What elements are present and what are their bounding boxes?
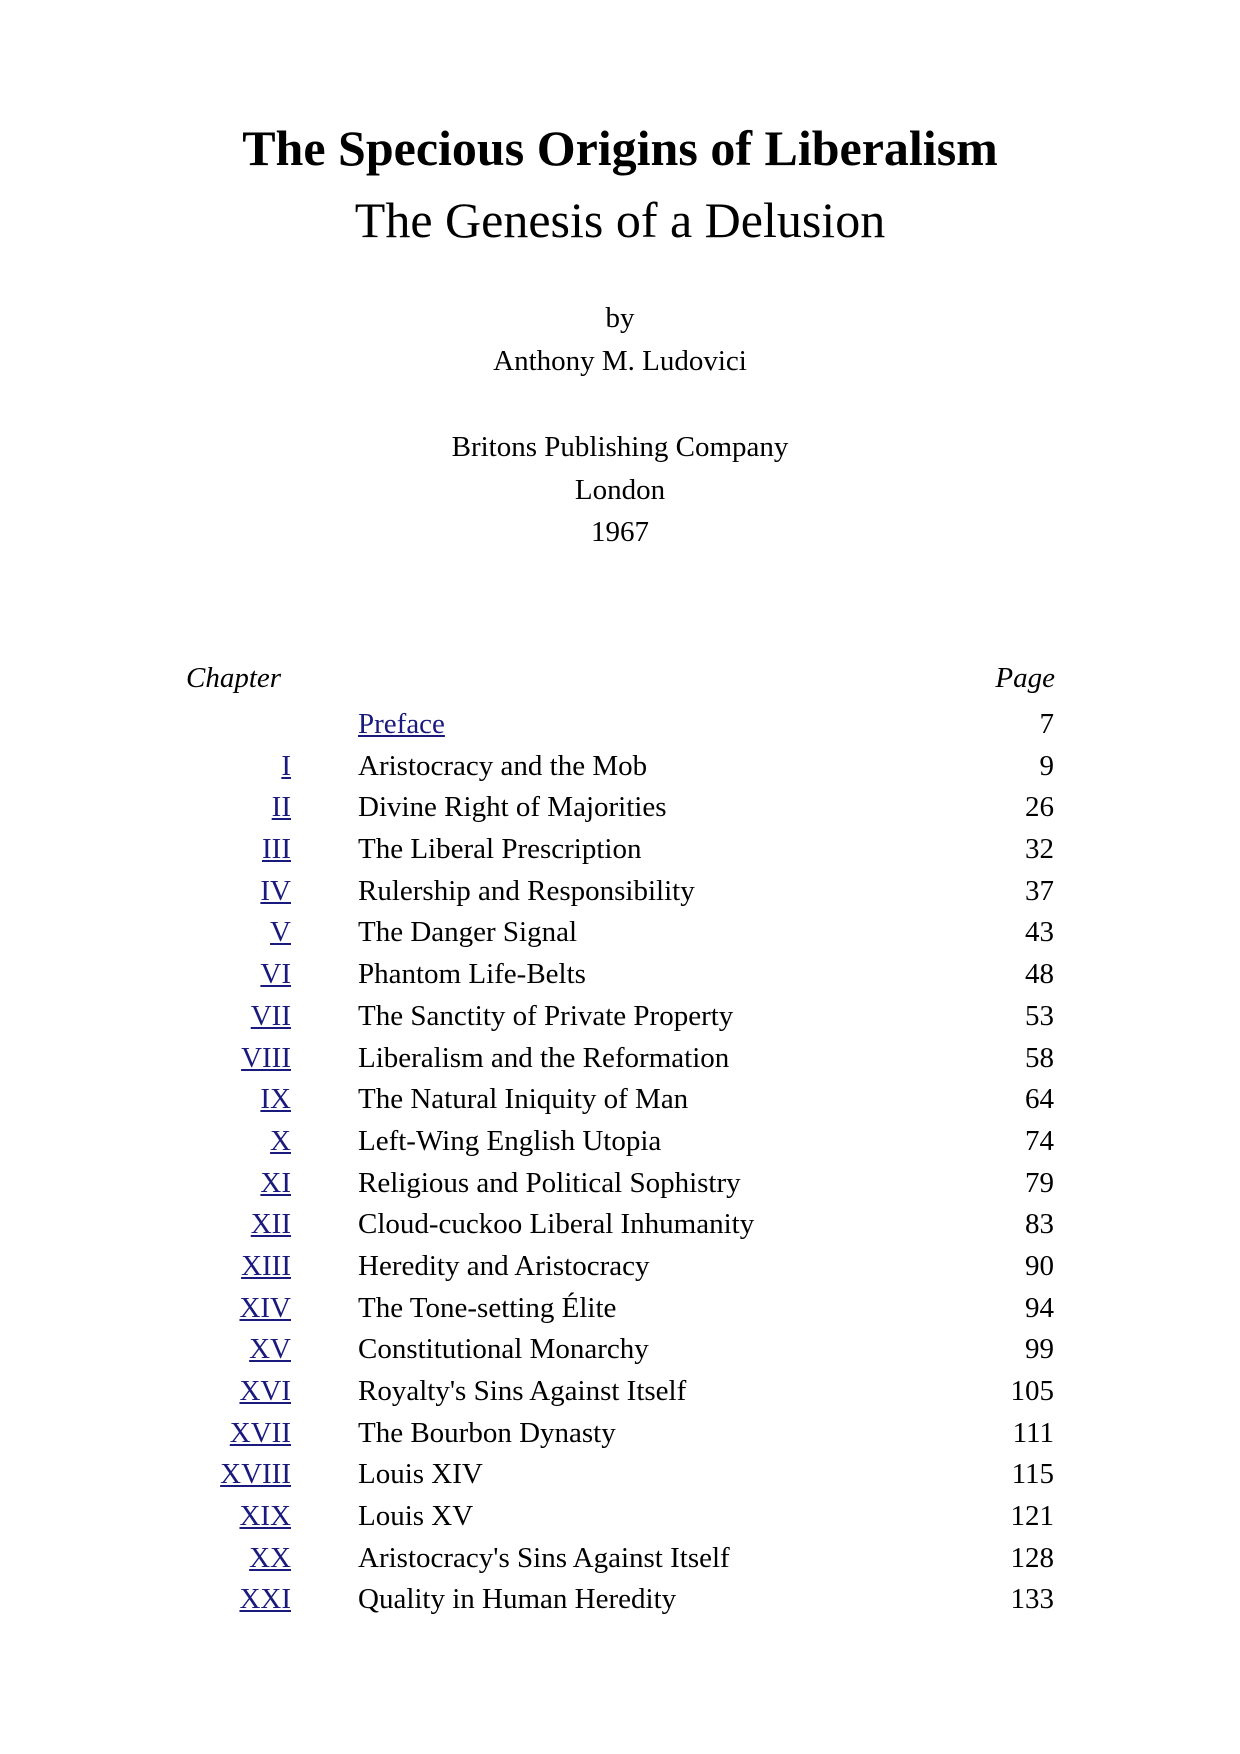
chapter-number-link[interactable]: XIII [241,1249,291,1282]
page-number: 58 [1025,1041,1054,1074]
toc-row [0,1204,1240,1246]
page-number: 115 [1011,1458,1054,1491]
toc-row [0,787,1240,829]
chapter-number-link[interactable]: XIV [239,1291,291,1324]
author-name: Anthony M. Ludovici [493,345,747,377]
chapter-title: Religious and Political Sophistry [358,1166,741,1199]
chapter-number-link[interactable]: XV [249,1333,291,1366]
toc-row [0,1454,1240,1496]
chapter-title: Constitutional Monarchy [358,1333,649,1366]
chapter-title: Divine Right of Majorities [358,791,667,824]
chapter-title: The Natural Iniquity of Man [358,1083,689,1116]
chapter-number-link[interactable]: VII [250,999,291,1032]
chapter-number-link[interactable]: XVII [229,1416,291,1449]
toc-row [0,996,1240,1038]
chapter-title: The Bourbon Dynasty [358,1416,616,1449]
book-subtitle: The Genesis of a Delusion [354,192,886,248]
chapter-title: Cloud-cuckoo Liberal Inhumanity [358,1208,755,1241]
chapter-title: Aristocracy's Sins Against Itself [358,1541,730,1574]
toc-row [0,1329,1240,1371]
toc-row [0,1496,1240,1538]
chapter-number-link[interactable]: XI [260,1166,291,1199]
page-number: 79 [1025,1166,1054,1199]
chapter-number-link[interactable]: IX [260,1083,291,1116]
toc-row [0,954,1240,996]
toc-row [0,704,1240,746]
toc-row [0,1079,1240,1121]
chapter-title: Royalty's Sins Against Itself [358,1375,687,1407]
page-number: 43 [1025,916,1054,949]
chapter-number-link[interactable]: I [281,749,291,782]
chapter-number-link[interactable]: IV [260,874,291,907]
chapter-number-link[interactable]: X [270,1124,291,1157]
page-number: 37 [1025,874,1054,907]
page-number: 32 [1025,833,1054,866]
chapter-number-link[interactable]: XXI [239,1583,291,1616]
chapter-number-link[interactable]: XVI [239,1375,291,1407]
chapter-title: Aristocracy and the Mob [358,749,648,782]
chapter-title: Phantom Life-Belts [358,958,586,991]
chapter-title: Louis XV [358,1500,474,1533]
toc-row [0,1121,1240,1163]
page-number: 90 [1025,1249,1054,1282]
chapter-number-link[interactable]: XX [249,1541,291,1574]
chapter-title: Rulership and Responsibility [358,874,695,907]
page-number: 74 [1025,1124,1054,1157]
page-number: 64 [1025,1083,1054,1116]
page-number: 7 [1039,708,1054,740]
page-number: 105 [1010,1375,1054,1407]
publisher-name: Britons Publishing Company [451,431,789,463]
toc-row [0,1246,1240,1288]
chapter-number-link[interactable]: XIX [239,1500,291,1533]
book-title: The Specious Origins of Liberalism [242,120,998,176]
chapter-number-link[interactable]: VI [260,958,291,991]
chapter-number-link[interactable]: XVIII [220,1458,291,1491]
page-number: 48 [1025,958,1054,991]
publication-year: 1967 [591,516,649,548]
page-number: 121 [1010,1500,1054,1533]
page-number: 94 [1025,1291,1054,1324]
chapter-title: The Danger Signal [358,916,578,949]
page-number: 83 [1025,1208,1054,1241]
toc-row [0,1038,1240,1080]
chapter-title: Liberalism and the Reformation [358,1041,730,1074]
page-number: 26 [1025,791,1054,824]
toc-row [0,1371,1240,1413]
toc-row [0,829,1240,871]
toc-row [0,1579,1240,1621]
toc-row [0,1288,1240,1330]
page-number: 128 [1010,1541,1054,1574]
chapter-title: The Liberal Prescription [358,833,642,866]
toc-rows [0,704,1240,1621]
toc-row [0,871,1240,913]
toc-row [0,1538,1240,1580]
page-number: 133 [1010,1583,1054,1616]
by-line: by [605,302,635,334]
toc-row [0,912,1240,954]
toc-row [0,1413,1240,1455]
chapter-column-header: Chapter [186,662,282,694]
page-column-header: Page [995,662,1055,694]
chapter-number-link[interactable]: V [270,916,291,949]
chapter-title: Left-Wing English Utopia [358,1124,662,1157]
chapter-title: Heredity and Aristocracy [358,1249,650,1282]
chapter-title: Louis XIV [358,1458,483,1491]
toc-row [0,1163,1240,1205]
chapter-number-link[interactable]: III [262,833,291,866]
page-number: 99 [1025,1333,1054,1366]
page-number: 9 [1039,749,1054,782]
preface-link[interactable]: Preface [358,708,445,740]
toc-row [0,746,1240,788]
page-number: 53 [1025,999,1054,1032]
chapter-title: The Sanctity of Private Property [358,999,734,1032]
table-of-contents [0,662,1240,1621]
chapter-number-link[interactable]: VIII [241,1041,291,1074]
toc-header [0,662,1240,704]
chapter-title: The Tone-setting Élite [358,1291,617,1324]
publisher-city: London [574,474,666,506]
chapter-number-link[interactable]: XII [250,1208,291,1241]
page-number: 111 [1012,1416,1054,1449]
chapter-title: Quality in Human Heredity [358,1583,677,1616]
chapter-number-link[interactable]: II [271,791,291,824]
